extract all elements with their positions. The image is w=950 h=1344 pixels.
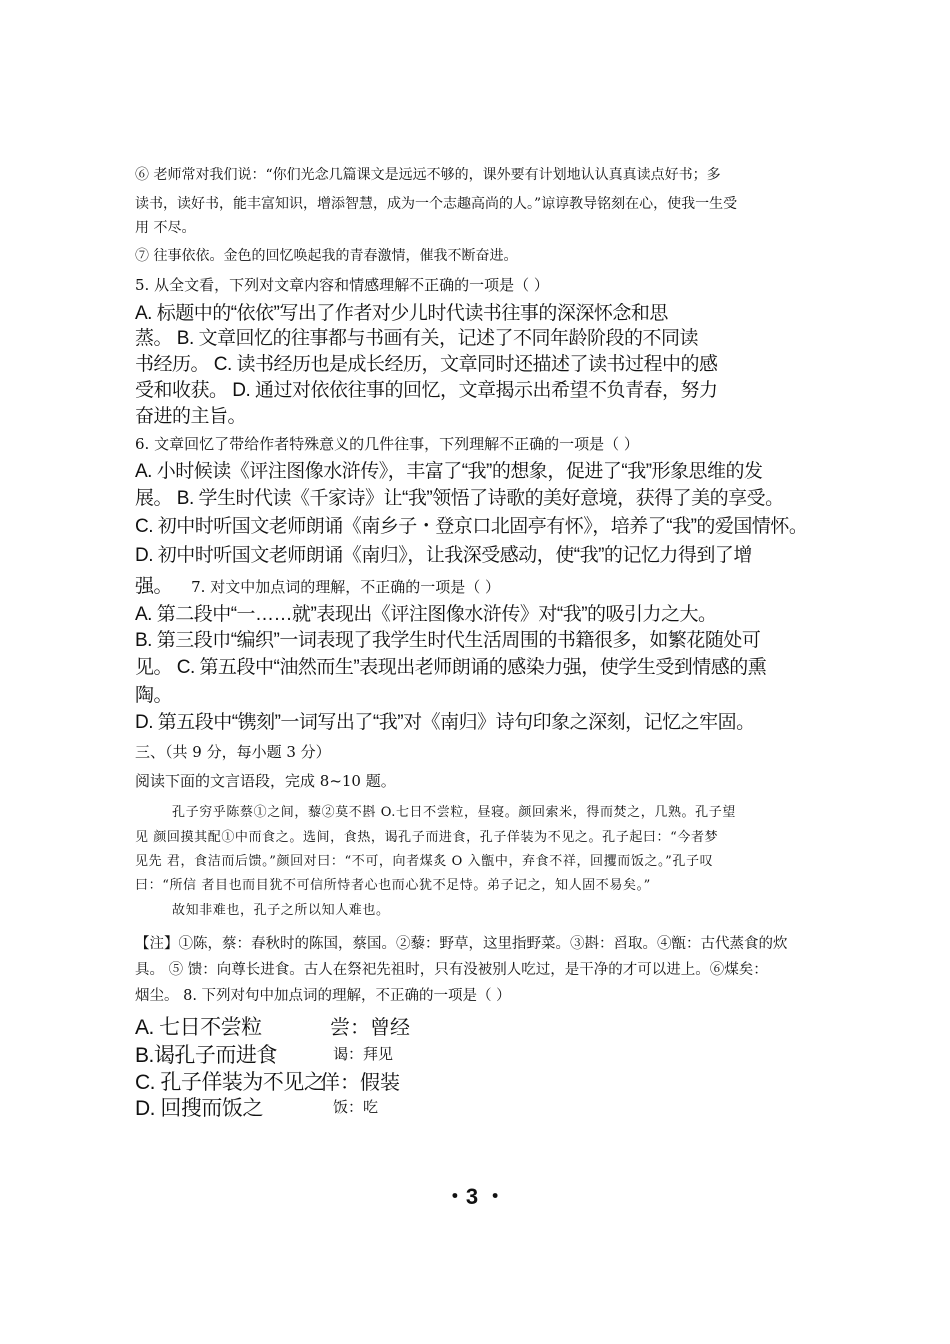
section-instruction: 阅读下面的文言语段，完成 8~10 题。 [135, 772, 396, 790]
classical-text-line: 见先 君，食洁而后馈。”颜回对曰：“不可，向者煤炙 O 入甑中，弃食不祥，回攫而饭之。”孔子叹 [135, 854, 714, 869]
option-d-gloss: 饭：吃 [333, 1098, 379, 1116]
question-6-tail: 强。 [135, 576, 173, 597]
option-a-gloss: 尝：曾经 [330, 1017, 410, 1039]
classical-text-line: 见 颜回摸其配①中而食之。选间，食热，谒孔子而进食，孔子佯装为不见之。孔子起曰：“今者梦 [135, 830, 719, 845]
passage-line: ⑥ 老师常对我们说：“你们光念几篇课文是远远不够的，课外要有计划地认认真真读点好书；多 [135, 167, 721, 183]
page-number: ・3 ・ [443, 1184, 507, 1209]
question-5-line: 书经历。 C. 读书经历也是成长经历，文章同时还描述了读书过程中的感 [135, 354, 718, 375]
classical-text-line: 故知非难也，孔子之所以知人难也。 [172, 903, 390, 918]
question-6-stem: 6. 文章回忆了带给作者特殊意义的几件往事，下列理解不正确的一项是（ ） [135, 435, 639, 453]
annotation-line: 具。 ⑤ 馈：向尊长进食。古人在祭祀先祖时，只有没被别人吃过，是干净的才可以进上。⑥煤矣： [135, 962, 768, 978]
option-a: A. 七日不尝粒 [135, 1016, 262, 1039]
passage-line: ⑦ 往事依依。金色的回忆唤起我的青春激情，催我不断奋进。 [135, 248, 518, 264]
passage-line: 读书，读好书，能丰富知识，增添智慧，成为一个志趣高尚的人。”谅谆教导铭刻在心，使我一生受 [135, 196, 738, 212]
question-5-line: A. 标题中的“依依”写出了作者对少儿时代读书往事的深深怀念和思 [135, 303, 668, 324]
question-6-line: D. 初中时听国文老师朗诵《南归》，让我深受感动，使“我”的记忆力得到了增 [135, 545, 752, 566]
question-5-line: 奋进的主旨。 [135, 406, 247, 427]
question-7-line: B. 第三段巾“编织”一词表现了我学生时代生活周围的书籍很多，如繁花随处可 [135, 630, 761, 651]
question-5-stem: 5. 从全文看，下列对文章内容和情感理解不正确的一项是（ ） [135, 276, 549, 294]
passage-line: 用 不尽。 [135, 220, 196, 236]
annotation-line: 烟尘。 8. 下列对句中加点词的理解，不正确的一项是（ ） [135, 988, 511, 1004]
question-7-line: A. 第二段中“一……就”表现出《评注图像水浒传》对“我”的吸引力之大。 [135, 604, 717, 625]
option-c: C. 孔子佯装为不见之 [135, 1071, 325, 1094]
annotation-line: 【注】①陈，蔡：春秋时的陈国，蔡国。②藜：野草，这里指野菜。③斟：舀取。④甑：古代蒸食的炊 [135, 936, 788, 952]
question-7-header [135, 571, 500, 598]
question-6-line: 展。 B. 学生时代读《千家诗》让“我”领悟了诗歌的美好意境，获得了美的享受。 [135, 488, 784, 509]
option-b-gloss: 谒：拜见 [333, 1045, 394, 1063]
question-5-line: 蒸。 B. 文章回忆的往事都与书画有关，记述了不同年龄阶段的不同读 [135, 328, 699, 349]
question-7-stem: 7. 对文中加点词的理解，不正确的一项是（ ） [191, 578, 500, 596]
question-7-line: 见。 C. 第五段中“油然而生”表现出老师朗诵的感染力强，使学生受到情感的熏 [135, 657, 767, 678]
option-b: B.谒孔子而进食 [135, 1044, 277, 1067]
question-6-line: A. 小时候读《评注图像水浒传》，丰富了“我”的想象，促进了“我”形象思维的发 [135, 461, 763, 482]
classical-text-line: 孔子穷乎陈蔡①之间，藜②莫不斟 O.七日不尝粒，昼寝。颜回索米，得而焚之，几熟。孔子望 [172, 805, 736, 820]
option-c-gloss: 佯：假装 [320, 1072, 400, 1094]
question-5-line: 受和收获。 D. 通过对依依往事的回忆，文章揭示出希望不负青春，努力 [135, 380, 718, 401]
section-heading: 三、（共 9 分，每小题 3 分） [135, 743, 331, 761]
question-7-line: 陶。 [135, 685, 173, 706]
question-7-line: D. 第五段中“镌刻”一词写出了“我”对《南归》诗句印象之深刻，记忆之牢固。 [135, 712, 755, 733]
option-d: D. 回搜而饭之 [135, 1097, 263, 1120]
classical-text-line: 曰：“所信 者目也而目犹不可信所恃者心也而心犹不足恃。弟子记之，知人固不易矣。” [135, 878, 651, 893]
question-6-line: C. 初中时听国文老师朗诵《南乡子・登京口北固亭有怀》，培养了“我”的爱国情怀。 [135, 516, 808, 537]
